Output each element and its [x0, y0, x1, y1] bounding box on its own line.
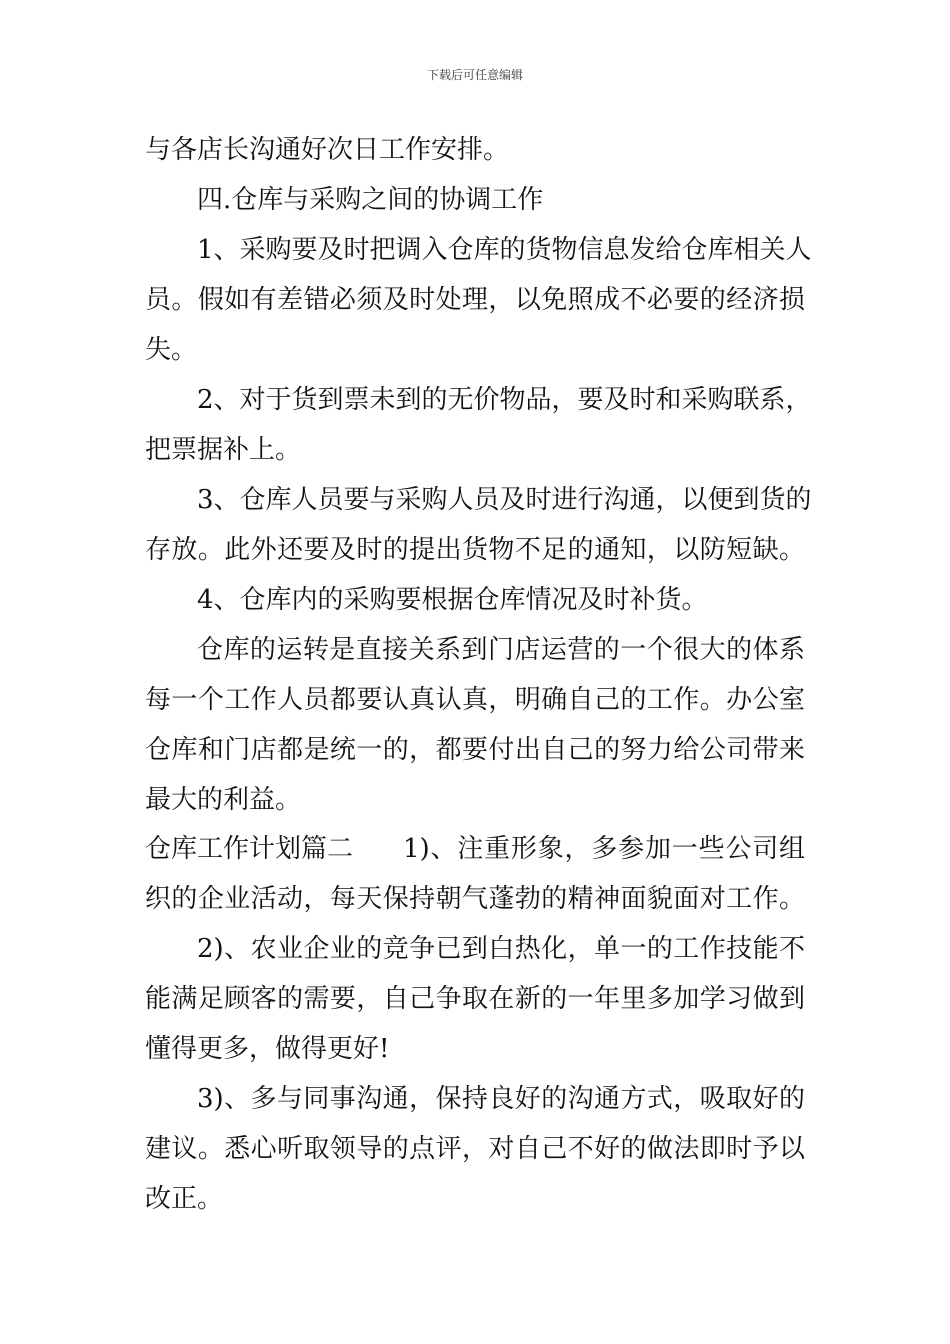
page-header-note: 下载后可任意编辑 [426, 68, 523, 82]
paragraph-line: 仓库和门店都是统一的，都要付出自己的努力给公司带来 [145, 735, 805, 765]
paragraph-line: 存放。此外还要及时的提出货物不足的通知，以防短缺。 [145, 535, 805, 565]
section-heading-line: 四.仓库与采购之间的协调工作 [197, 185, 544, 215]
paragraph-line: 1、采购要及时把调入仓库的货物信息发给仓库相关人 [197, 235, 812, 265]
paragraph-line: 懂得更多，做得更好! [145, 1034, 390, 1064]
paragraph-line: 改正。 [145, 1184, 224, 1214]
paragraph-line: 1)、注重形象，多参加一些公司组 [403, 834, 805, 864]
paragraph-line: 织的企业活动，每天保持朝气蓬勃的精神面貌面对工作。 [145, 884, 805, 914]
paragraph-line: 4、仓库内的采购要根据仓库情况及时补货。 [197, 585, 708, 615]
paragraph-line: 把票据补上。 [145, 435, 302, 465]
paragraph-line: 能满足顾客的需要，自己争取在新的一年里多加学习做到 [145, 984, 805, 1014]
paragraph-line: 与各店长沟通好次日工作安排。 [145, 135, 510, 165]
paragraph-line: 2、对于货到票未到的无价物品，要及时和采购联系， [197, 385, 812, 415]
paragraph-line: 仓库的运转是直接关系到门店运营的一个很大的体系 [197, 635, 805, 665]
paragraph-line: 员。假如有差错必须及时处理，以免照成不必要的经济损 [145, 285, 805, 315]
paragraph-line: 每一个工作人员都要认真认真，明确自己的工作。办公室 [145, 685, 805, 715]
section-heading-row [145, 836, 805, 862]
section-heading: 仓库工作计划篇二 [145, 834, 354, 864]
paragraph-line: 建议。悉心听取领导的点评，对自己不好的做法即时予以 [145, 1134, 805, 1164]
paragraph-line: 3、仓库人员要与采购人员及时进行沟通，以便到货的 [197, 485, 812, 515]
paragraph-line: 最大的利益。 [145, 785, 302, 815]
paragraph-line: 失。 [145, 335, 198, 365]
paragraph-line: 2)、农业企业的竞争已到白热化，单一的工作技能不 [197, 934, 805, 964]
paragraph-line: 3)、多与同事沟通，保持良好的沟通方式，吸取好的 [197, 1084, 805, 1114]
